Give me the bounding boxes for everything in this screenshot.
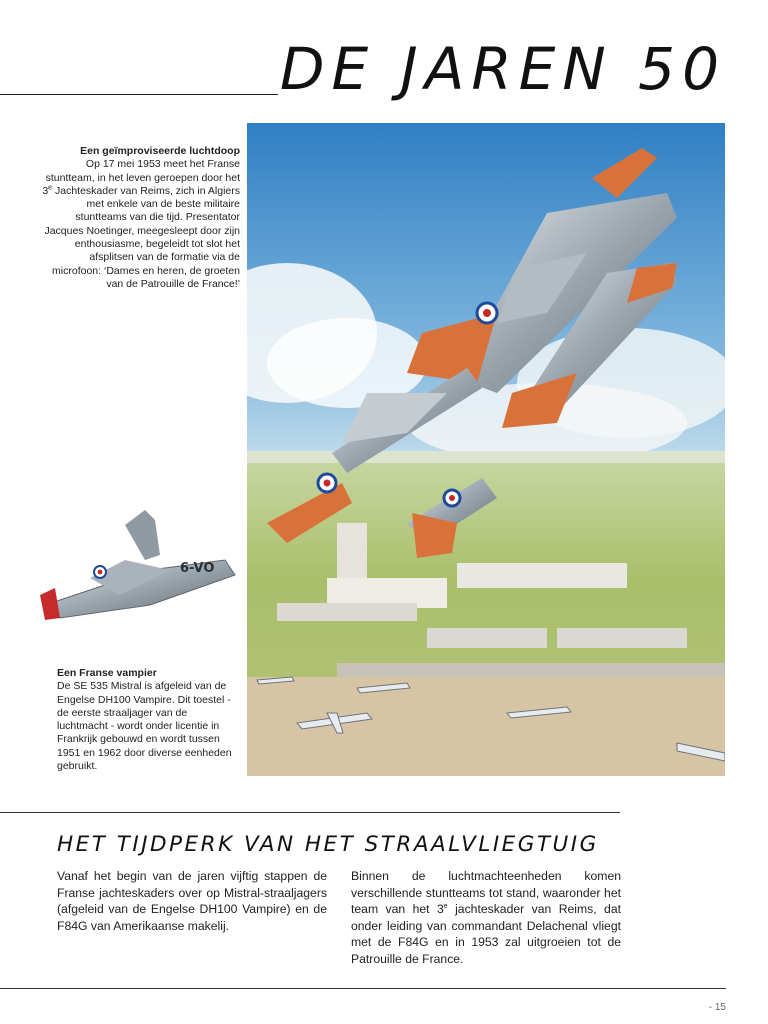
top-rule	[0, 94, 278, 95]
jet-formation-illustration	[247, 123, 725, 776]
section-rule	[0, 812, 620, 813]
caption-airshow-title: Een geïmproviseerde luchtdoop	[80, 145, 240, 157]
caption-airshow-text-a: Op 17 mei 1953 meet het Franse stuntteam, in het leven geroepen door het 3	[42, 158, 240, 197]
vampire-jet-illustration	[30, 500, 240, 635]
caption-airshow-text-b: Jachteskader van Reims, zich in Algiers met enkele van de beste militaire stuntteams van die tijd. Presentator Jacques Noetinger, meegesleept door zijn enthousiasme, begeleidt tot slot het afsplitsen van de formatie via de microfoon: ‘Dames en heren, de groeten van de Patrouille de France!’	[44, 184, 240, 290]
body-column-left: Vanaf het begin van de jaren vijftig stappen de Franse jachteskaders over op Mistral-straaljagers (afgeleid van de Engelse DH100 Vampire) en de F84G van Amerikaanse makelij.	[57, 869, 327, 933]
body-column-right-sup: e	[443, 903, 448, 911]
bottom-rule	[0, 988, 726, 989]
page-title: DE JAREN 50	[279, 35, 726, 103]
body-column-right	[351, 868, 621, 968]
caption-vampire-text: De SE 535 Mistral is afgeleid van de Engelse DH100 Vampire. Dit toestel - de eerste straaljager van de luchtmacht - wordt onder licentie in Frankrijk gebouwd en wordt tussen 1951 en 1962 door diverse eenheden gebruikt.	[57, 680, 232, 773]
page-number: - 15	[708, 1002, 726, 1013]
section-title: HET TIJDPERK VAN HET STRAALVLIEGTUIG	[57, 832, 599, 857]
body-column-right-text-a: Binnen de luchtmachteenheden komen verschillende stuntteams tot stand, waaronder het team van het 3	[351, 869, 621, 917]
caption-vampire	[57, 667, 237, 773]
vampire-code: 6-VO	[180, 561, 215, 576]
body-column-right-text-b: jachteskader van Reims, dat onder leiding van commandant Delachenal vliegt met de F84G en in 1953 zal uitgroeien tot de Patrouille de France.	[351, 902, 621, 966]
caption-airshow	[40, 145, 240, 291]
caption-airshow-sup: e	[48, 184, 53, 192]
caption-vampire-title: Een Franse vampier	[57, 667, 157, 679]
